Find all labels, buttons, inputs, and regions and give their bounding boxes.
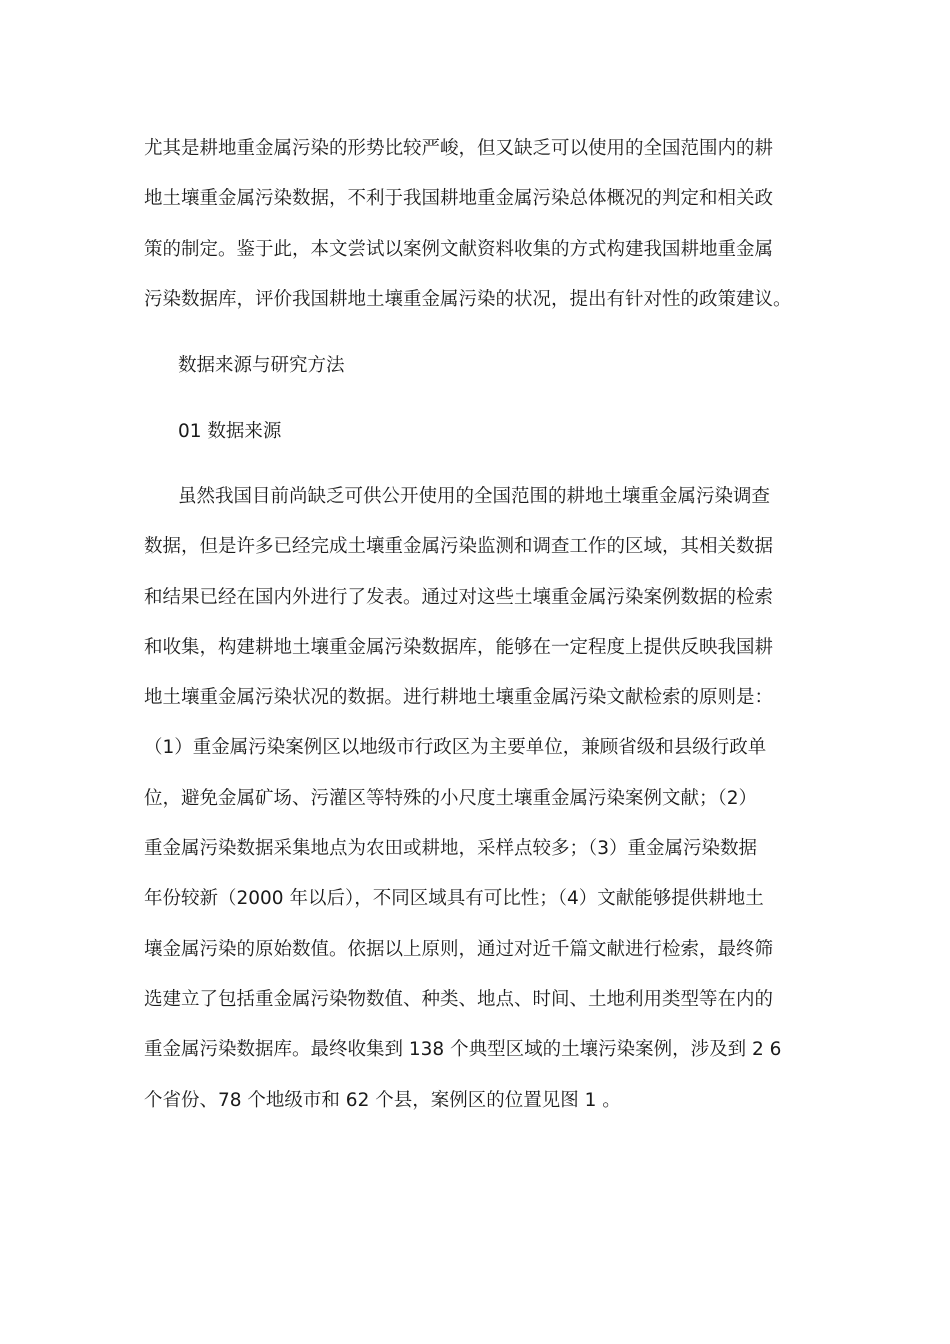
- paragraph-line: 数据，但是许多已经完成土壤重金属污染监测和调查工作的区域，其相关数据: [144, 536, 774, 558]
- paragraph-line: 选建立了包括重金属污染物数值、种类、地点、时间、土地利用类型等在内的: [144, 988, 774, 1010]
- paragraph-line: 虽然我国目前尚缺乏可供公开使用的全国范围的耕地土壤重金属污染调查: [178, 486, 771, 507]
- section-heading: 数据来源与研究方法: [178, 355, 345, 376]
- paragraph-line: 位，避免金属矿场、污灌区等特殊的小尺度土壤重金属污染案例文献；（2）: [144, 787, 758, 809]
- paragraph-line: 年份较新（2000 年以后），不同区域具有可比性；（4）文献能够提供耕地土: [144, 888, 764, 910]
- paragraph-line: （1）重金属污染案例区以地级市行政区为主要单位，兼顾省级和县级行政单: [144, 737, 767, 759]
- paragraph-line: 重金属污染数据采集地点为农田或耕地，采样点较多；（3）重金属污染数据: [144, 838, 758, 860]
- body-paragraph: [144, 472, 810, 1126]
- paragraph-line: 污染数据库，评价我国耕地土壤重金属污染的状况，提出有针对性的政策建议。: [144, 288, 792, 310]
- paragraph-line: 壤金属污染的原始数值。依据以上原则，通过对近千篇文献进行检索，最终筛: [144, 938, 774, 960]
- paragraph-line: 重金属污染数据库。最终收集到 138 个典型区域的土壤污染案例，涉及到 2 6: [144, 1039, 782, 1061]
- paragraph-line: 和收集，构建耕地土壤重金属污染数据库，能够在一定程度上提供反映我国耕: [144, 636, 774, 658]
- intro-paragraph: [144, 124, 810, 325]
- paragraph-line: 地土壤重金属污染数据，不利于我国耕地重金属污染总体概况的判定和相关政: [144, 188, 774, 210]
- paragraph-line: 地土壤重金属污染状况的数据。进行耕地土壤重金属污染文献检索的原则是：: [144, 687, 774, 709]
- paragraph-line: 个省份、78 个地级市和 62 个县，案例区的位置见图 1 。: [144, 1089, 621, 1111]
- paragraph-line: 和结果已经在国内外进行了发表。通过对这些土壤重金属污染案例数据的检索: [144, 586, 774, 608]
- paragraph-line: 策的制定。鉴于此，本文尝试以案例文献资料收集的方式构建我国耕地重金属: [144, 238, 774, 260]
- paragraph-line: 尤其是耕地重金属污染的形势比较严峻，但又缺乏可以使用的全国范围内的耕: [144, 138, 774, 159]
- subsection-heading: 01 数据来源: [178, 421, 282, 442]
